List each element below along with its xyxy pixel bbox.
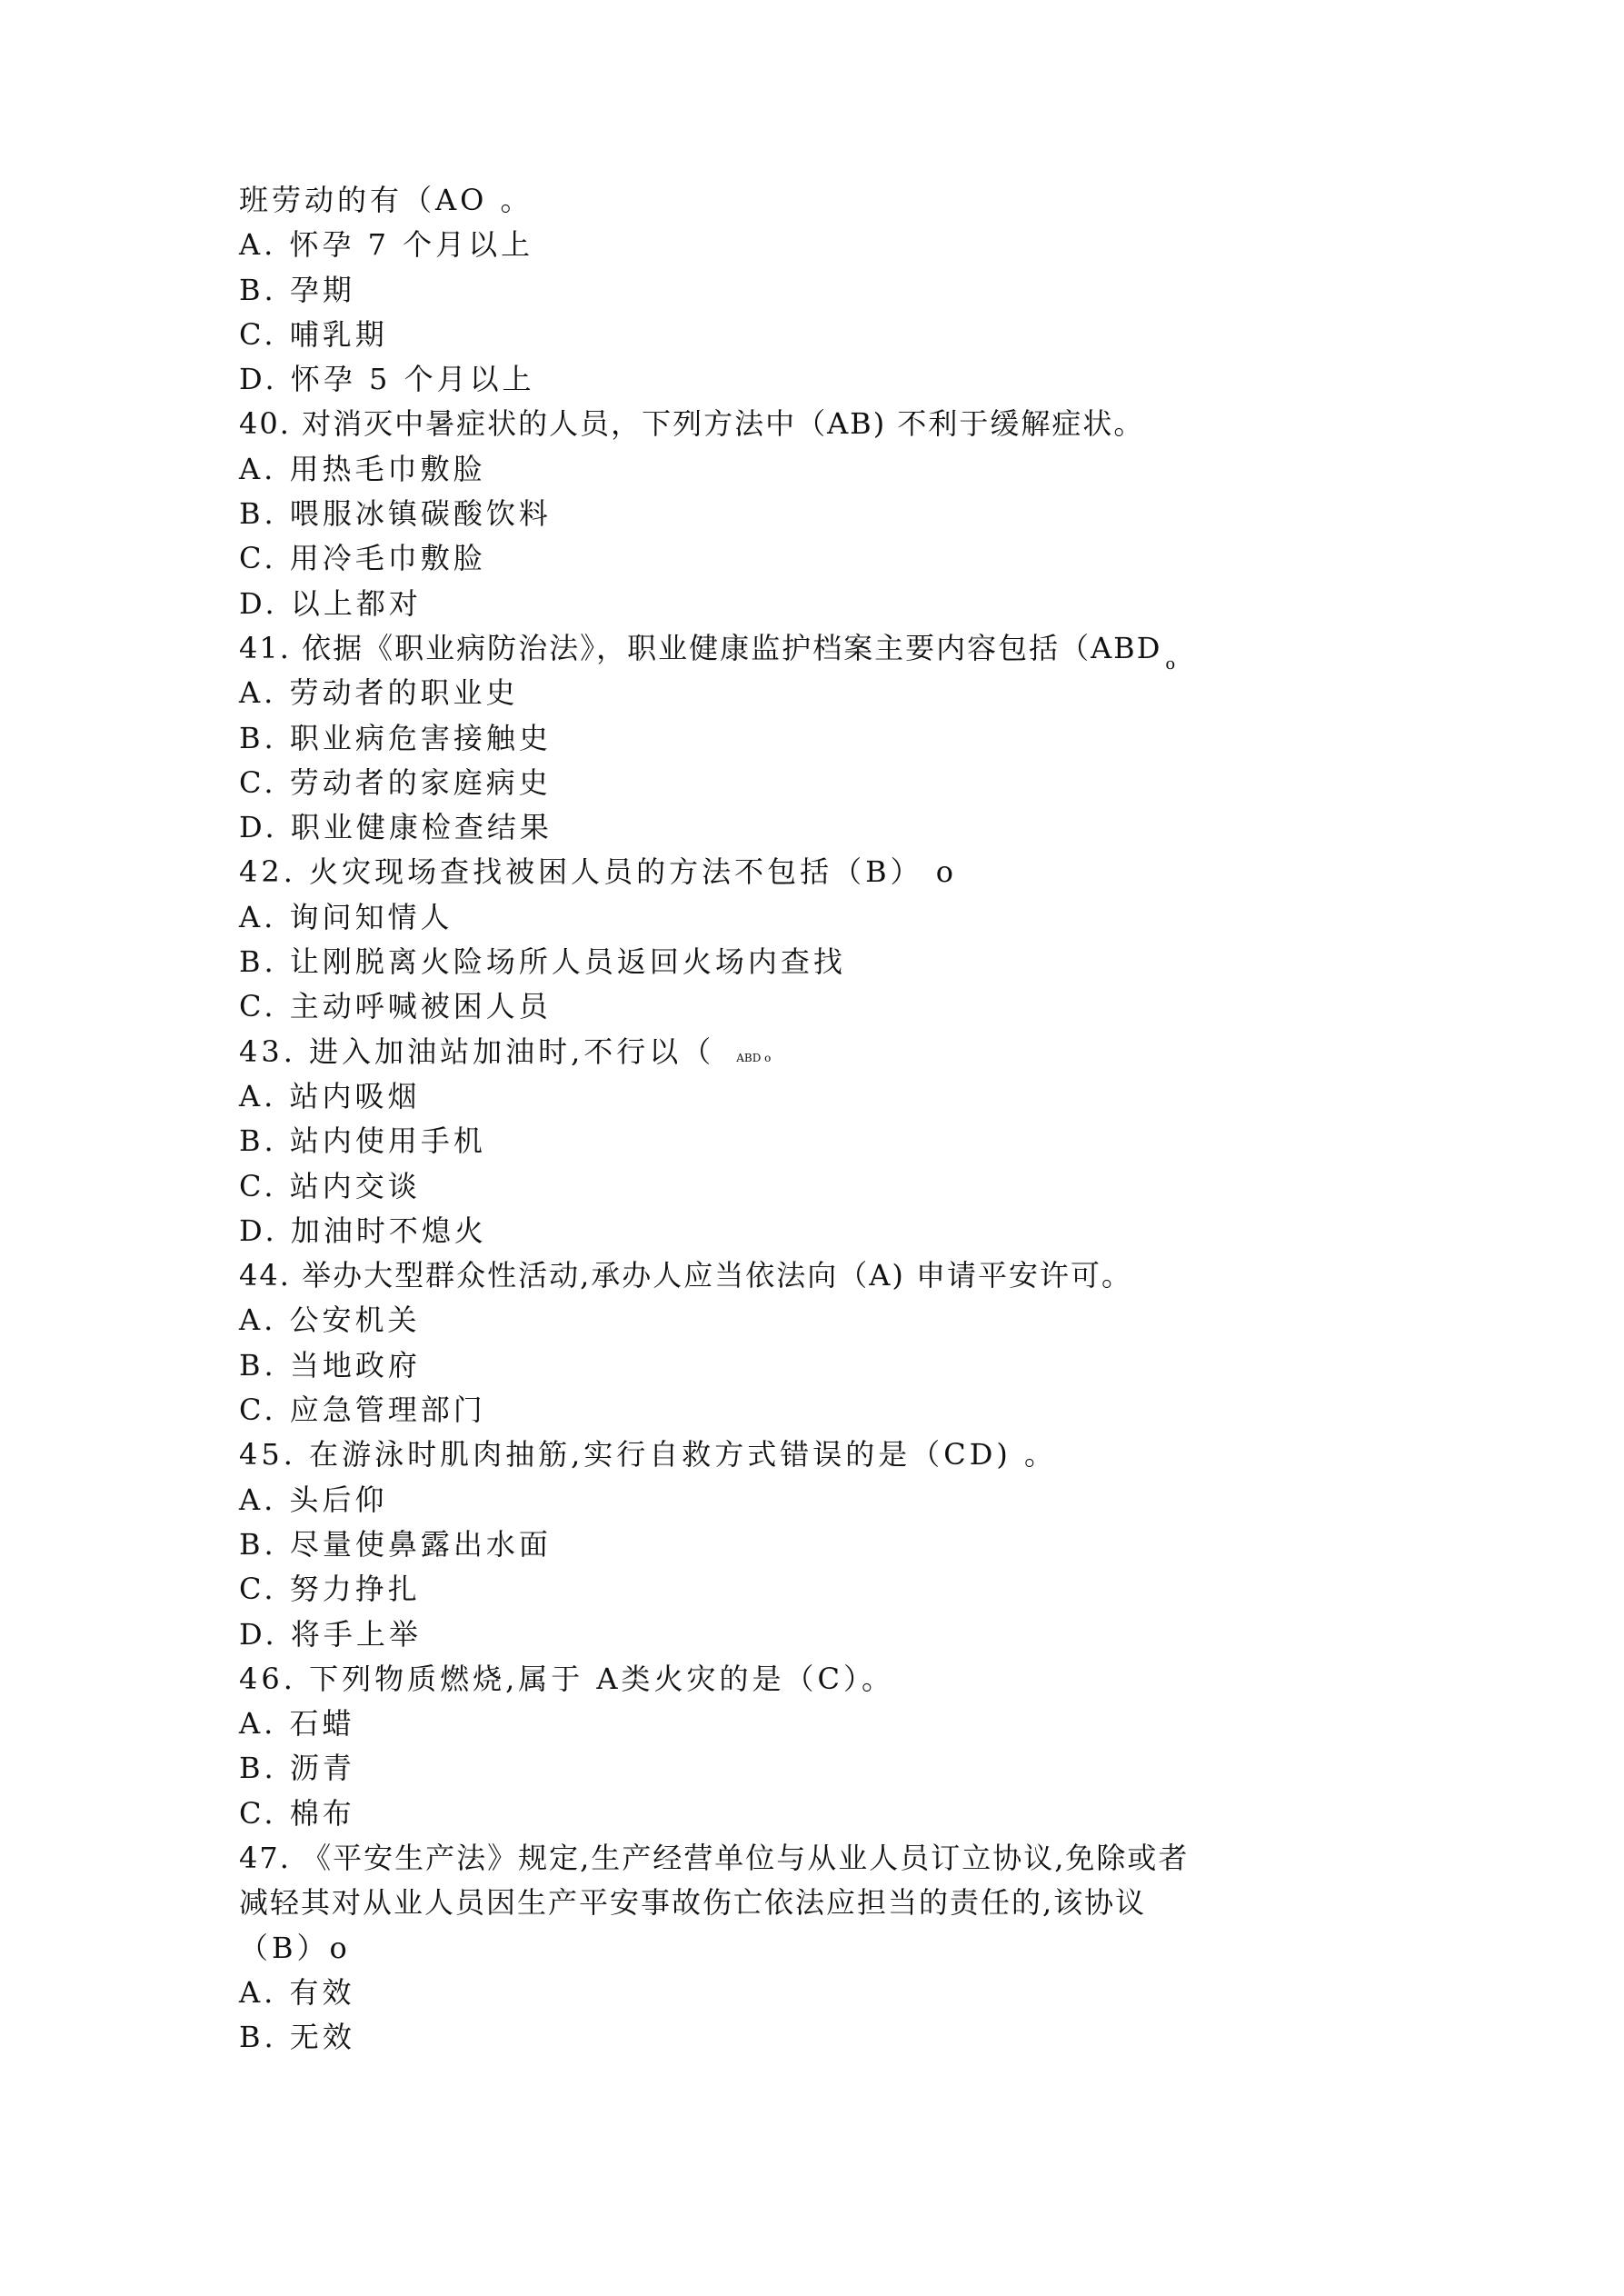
option-line: D. 怀孕 5 个月以上 — [239, 362, 535, 397]
option-line: A. 询问知情人 — [239, 899, 453, 934]
option-line: A. 头后仰 — [239, 1482, 388, 1517]
option-line: B. 当地政府 — [239, 1347, 421, 1383]
option-line: B. 无效 — [239, 2020, 355, 2055]
option-line: D. 以上都对 — [239, 585, 422, 621]
question-41-text: 41. 依据《职业病防治法》，职业健康监护档案主要内容包括（ABD — [239, 630, 1162, 665]
option-line: B. 沥青 — [239, 1751, 355, 1786]
option-line: A. 公安机关 — [239, 1303, 421, 1338]
option-line: A. 石蜡 — [239, 1706, 355, 1742]
question-46: 46. 下列物质燃烧,属于 A类火灾的是（C）。 — [239, 1661, 895, 1696]
option-line: C. 努力挣扎 — [239, 1572, 421, 1607]
option-line: B. 孕期 — [239, 272, 355, 307]
question-41 — [239, 626, 1302, 674]
question-40: 40. 对消灭中暑症状的人员，下列方法中（AB) 不利于缓解症状。 — [239, 406, 1145, 442]
question-47-answer: （B）o — [239, 1930, 351, 1965]
option-line: C. 站内交谈 — [239, 1168, 421, 1203]
question-45: 45. 在游泳时肌肉抽筋,实行自救方式错误的是（CD) 。 — [239, 1437, 1058, 1472]
question-47-continued: 减轻其对从业人员因生产平安事故伤亡依法应担当的责任的,该协议 — [239, 1885, 1147, 1921]
option-line: B. 喂服冰镇碳酸饮料 — [239, 496, 552, 532]
option-line: A. 有效 — [239, 1974, 355, 2010]
option-line: D. 职业健康检查结果 — [239, 810, 553, 845]
option-line: A. 怀孕 7 个月以上 — [239, 227, 534, 263]
question-list — [239, 178, 1302, 2060]
option-line: C. 哺乳期 — [239, 316, 388, 352]
text-line: 班劳动的有（AO 。 — [239, 183, 533, 217]
option-line: B. 尽量使鼻露出水面 — [239, 1526, 552, 1562]
option-line: C. 应急管理部门 — [239, 1393, 486, 1428]
question-42: 42. 火灾现场查找被困人员的方法不包括（B） o — [239, 854, 958, 890]
option-line: B. 让刚脱离火险场所人员返回火场内查找 — [239, 944, 846, 980]
question-47: 47. 《平安生产法》规定,生产经营单位与从业人员订立协议,免除或者 — [239, 1840, 1190, 1875]
option-line: C. 棉布 — [239, 1795, 355, 1831]
option-line: C. 主动呼喊被困人员 — [239, 989, 552, 1024]
option-line: D. 加油时不熄火 — [239, 1213, 487, 1248]
question-43-answer: ABD o — [736, 1051, 772, 1064]
question-41-suffix: o — [1165, 654, 1176, 674]
option-line: B. 职业病危害接触史 — [239, 720, 552, 755]
option-line: A. 用热毛巾敷脸 — [239, 451, 486, 486]
option-line: B. 站内使用手机 — [239, 1123, 486, 1159]
question-44: 44. 举办大型群众性活动,承办人应当依法向（A) 申请平安许可。 — [239, 1258, 1133, 1293]
question-43 — [239, 1030, 1302, 1074]
option-line: A. 站内吸烟 — [239, 1078, 421, 1113]
option-line: A. 劳动者的职业史 — [239, 675, 519, 711]
option-line: D. 将手上举 — [239, 1616, 422, 1652]
option-line: C. 劳动者的家庭病史 — [239, 764, 552, 800]
option-line: C. 用冷毛巾敷脸 — [239, 541, 486, 576]
question-43-text: 43. 进入加油站加油时,不行以（ — [239, 1033, 715, 1069]
